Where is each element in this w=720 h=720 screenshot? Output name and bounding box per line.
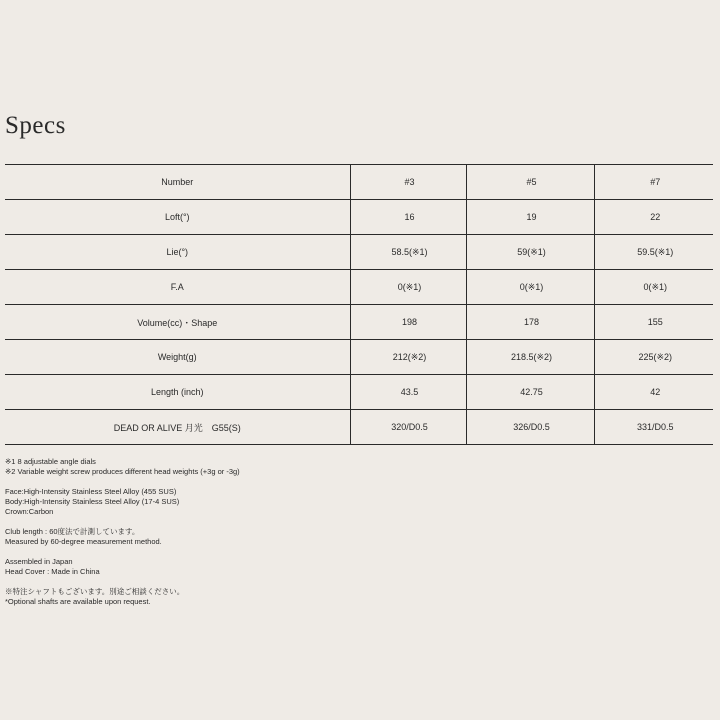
cell-club-7: #7: [594, 165, 713, 200]
cell-club-5: 42.75: [466, 375, 594, 410]
row-label: Number: [5, 165, 350, 200]
cell-club-7: 155: [594, 305, 713, 340]
optional-shaft-en: *Optional shafts are available upon request.: [5, 597, 151, 606]
table-row-length: [5, 375, 713, 410]
origin-note: [5, 557, 240, 577]
head-cover-origin: Head Cover : Made in China: [5, 567, 100, 576]
table-row-fa: [5, 270, 713, 305]
shaft-note: [5, 587, 240, 607]
cell-club-7: 0(※1): [594, 270, 713, 305]
table-row-loft: [5, 200, 713, 235]
cell-club-7: 225(※2): [594, 340, 713, 375]
page-title: Specs: [5, 112, 66, 139]
cell-club-5: 19: [466, 200, 594, 235]
cell-club-3: 58.5(※1): [350, 235, 466, 270]
material-face: Face:High-Intensity Stainless Steel Alloy (455 SUS): [5, 487, 177, 496]
cell-club-3: 212(※2): [350, 340, 466, 375]
cell-club-3: #3: [350, 165, 466, 200]
club-length-en: Measured by 60-degree measurement method.: [5, 537, 162, 546]
cell-club-7: 22: [594, 200, 713, 235]
table-row-volume: [5, 305, 713, 340]
table-row-lie: [5, 235, 713, 270]
cell-club-3: 43.5: [350, 375, 466, 410]
cell-club-3: 198: [350, 305, 466, 340]
material-body: Body:High-Intensity Stainless Steel Alloy (17-4 SUS): [5, 497, 180, 506]
materials: [5, 487, 240, 517]
specs-table: [5, 164, 713, 445]
row-label: Loft(°): [5, 200, 350, 235]
footnote-2: ※2 Variable weight screw produces different head weights (+3g or -3g): [5, 467, 240, 476]
table-row-shaft: [5, 410, 713, 445]
assembled-in: Assembled in Japan: [5, 557, 73, 566]
cell-club-7: 59.5(※1): [594, 235, 713, 270]
row-label: F.A: [5, 270, 350, 305]
cell-club-7: 331/D0.5: [594, 410, 713, 445]
cell-club-5: 178: [466, 305, 594, 340]
cell-club-3: 0(※1): [350, 270, 466, 305]
material-crown: Crown:Carbon: [5, 507, 54, 516]
cell-club-5: 59(※1): [466, 235, 594, 270]
footnote-1: ※1 8 adjustable angle dials: [5, 457, 96, 466]
row-label: Lie(°): [5, 235, 350, 270]
cell-club-7: 42: [594, 375, 713, 410]
optional-shaft-jp: ※特注シャフトもございます。別途ご相談ください。: [5, 587, 185, 596]
cell-club-5: 0(※1): [466, 270, 594, 305]
table-row-number: [5, 165, 713, 200]
row-label: DEAD OR ALIVE 月光 G55(S): [5, 410, 350, 445]
row-label: Length (inch): [5, 375, 350, 410]
cell-club-5: 218.5(※2): [466, 340, 594, 375]
cell-club-3: 16: [350, 200, 466, 235]
row-label: Volume(cc)・Shape: [5, 305, 350, 340]
club-length-note: [5, 527, 240, 547]
row-label: Weight(g): [5, 340, 350, 375]
spec-notes: [5, 457, 240, 617]
cell-club-3: 320/D0.5: [350, 410, 466, 445]
club-length-jp: Club length : 60度法で計測しています。: [5, 527, 140, 536]
cell-club-5: #5: [466, 165, 594, 200]
footnotes: [5, 457, 240, 477]
table-row-weight: [5, 340, 713, 375]
cell-club-5: 326/D0.5: [466, 410, 594, 445]
